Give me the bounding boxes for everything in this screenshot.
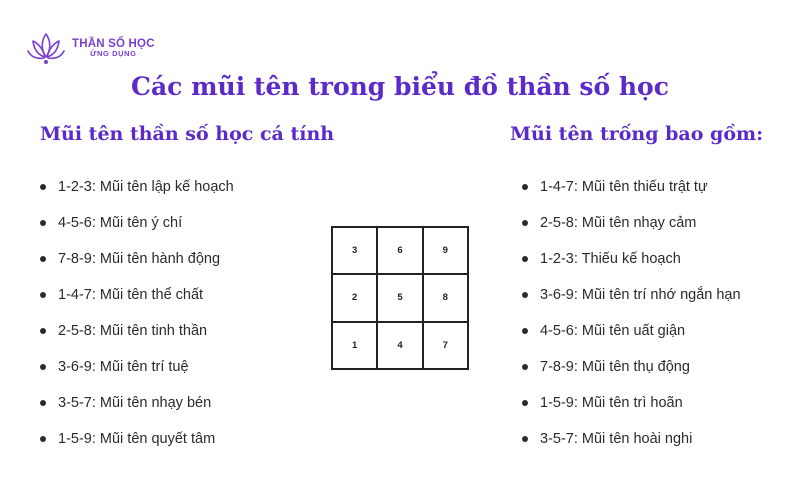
list-item: 4-5-6: Mũi tên ý chí bbox=[40, 210, 234, 246]
list-item: 2-5-8: Mũi tên nhạy cảm bbox=[522, 210, 741, 246]
grid-cell: 6 bbox=[377, 227, 422, 274]
grid-cell: 4 bbox=[377, 322, 422, 369]
list-item: 7-8-9: Mũi tên hành động bbox=[40, 246, 234, 282]
list-item: 1-5-9: Mũi tên trì hoãn bbox=[522, 390, 741, 426]
numerology-grid bbox=[331, 226, 469, 370]
left-section-title: Mũi tên thần số học cá tính bbox=[40, 123, 335, 145]
list-item: 1-4-7: Mũi tên thể chất bbox=[40, 282, 234, 318]
grid-cell: 2 bbox=[332, 274, 377, 321]
list-item: 3-5-7: Mũi tên hoài nghi bbox=[522, 426, 741, 462]
grid-cell: 5 bbox=[377, 274, 422, 321]
grid-cell: 3 bbox=[332, 227, 377, 274]
list-item: 1-4-7: Mũi tên thiếu trật tự bbox=[522, 174, 741, 210]
brand-logo[interactable] bbox=[26, 30, 155, 66]
grid-cell: 7 bbox=[423, 322, 468, 369]
list-item: 4-5-6: Mũi tên uất giận bbox=[522, 318, 741, 354]
page-title: Các mũi tên trong biểu đồ thần số học bbox=[131, 72, 669, 101]
list-item: 3-6-9: Mũi tên trí nhớ ngắn hạn bbox=[522, 282, 741, 318]
list-item: 2-5-8: Mũi tên tinh thần bbox=[40, 318, 234, 354]
brand-subtitle: ỨNG DỤNG bbox=[90, 49, 137, 59]
grid-cell: 1 bbox=[332, 322, 377, 369]
right-section-title: Mũi tên trống bao gồm: bbox=[510, 123, 764, 145]
brand-name: THẦN SỐ HỌC bbox=[72, 37, 155, 50]
right-arrow-list bbox=[522, 174, 741, 462]
grid-cell: 9 bbox=[423, 227, 468, 274]
list-item: 1-5-9: Mũi tên quyết tâm bbox=[40, 426, 234, 462]
list-item: 1-2-3: Thiếu kế hoạch bbox=[522, 246, 741, 282]
list-item: 3-6-9: Mũi tên trí tuệ bbox=[40, 354, 234, 390]
list-item: 3-5-7: Mũi tên nhạy bén bbox=[40, 390, 234, 426]
grid-cell: 8 bbox=[423, 274, 468, 321]
list-item: 1-2-3: Mũi tên lập kế hoạch bbox=[40, 174, 234, 210]
lotus-logo-icon bbox=[26, 30, 66, 66]
left-arrow-list bbox=[40, 174, 234, 462]
list-item: 7-8-9: Mũi tên thụ động bbox=[522, 354, 741, 390]
